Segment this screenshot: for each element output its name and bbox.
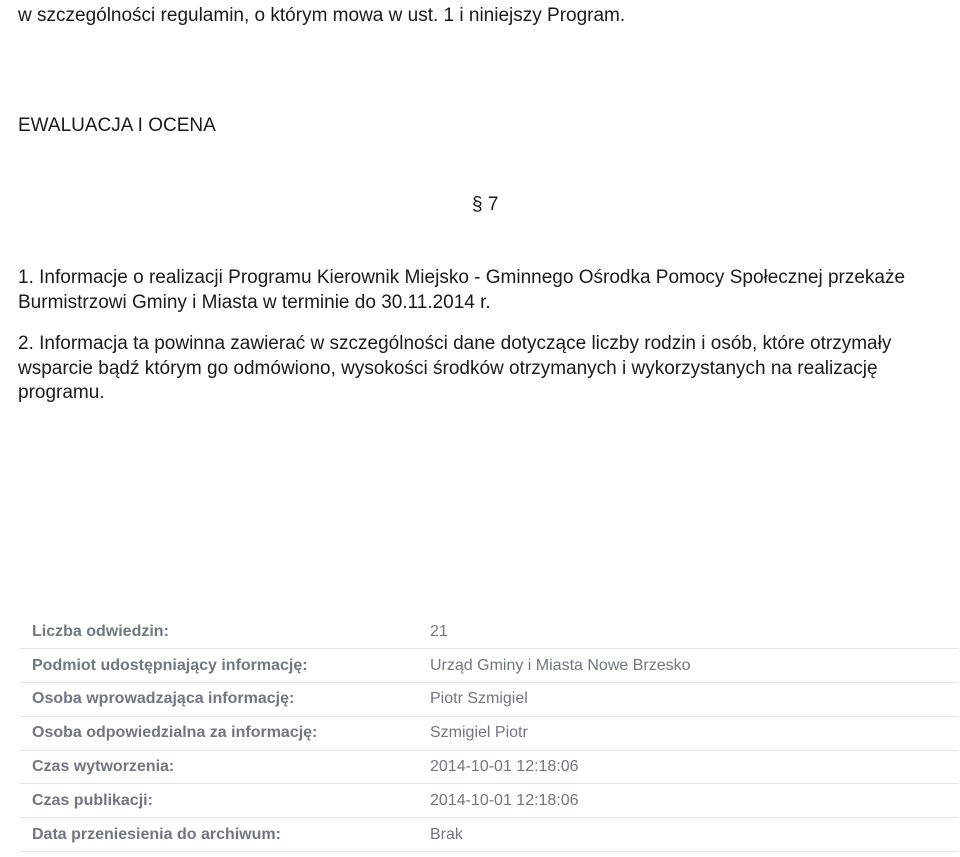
metadata-row-published — [20, 784, 958, 818]
document-metadata-table — [20, 615, 958, 852]
metadata-value: 2014-10-01 12:18:06 — [430, 758, 579, 776]
metadata-label: Podmiot udostępniający informację: — [32, 656, 308, 674]
metadata-value: Brak — [430, 825, 463, 843]
metadata-label: Osoba wprowadzająca informację: — [32, 690, 295, 708]
metadata-row-visits — [20, 615, 958, 649]
document-paragraph-2: 2. Informacja ta powinna zawierać w szczególności dane dotyczące liczby rodzin i osób, które otrzymały wsparcie bądź którym go odmówiono, wysokości środków otrzymanych i wykorzystanych na realizację programu. — [18, 333, 892, 403]
metadata-row-publisher — [20, 649, 958, 683]
section-heading: EWALUACJA I OCENA — [18, 115, 216, 136]
metadata-row-entered-by — [20, 683, 958, 717]
metadata-row-archived — [20, 818, 958, 852]
document-paragraph-1: 1. Informacje o realizacji Programu Kierownik Miejsko - Gminnego Ośrodka Pomocy Społecznej przekaże Burmistrzowi Gminy i Miasta w terminie do 30.11.2014 r. — [18, 267, 906, 313]
metadata-row-responsible — [20, 716, 958, 750]
metadata-value: Piotr Szmigiel — [430, 690, 528, 708]
metadata-label: Data przeniesienia do archiwum: — [32, 825, 281, 843]
metadata-value: 21 — [430, 622, 448, 640]
metadata-label: Czas wytworzenia: — [32, 758, 175, 776]
metadata-value: 2014-10-01 12:18:06 — [430, 791, 579, 809]
paragraph-number: § 7 — [472, 194, 499, 215]
metadata-value: Szmigiel Piotr — [430, 724, 528, 742]
metadata-label: Czas publikacji: — [32, 791, 153, 809]
metadata-label: Liczba odwiedzin: — [32, 622, 169, 640]
metadata-row-created — [20, 750, 958, 784]
document-text-line: w szczególności regulamin, o którym mowa w ust. 1 i niniejszy Program. — [18, 5, 626, 26]
metadata-label: Osoba odpowiedzialna za informację: — [32, 724, 318, 742]
metadata-value: Urząd Gminy i Miasta Nowe Brzesko — [430, 656, 691, 674]
